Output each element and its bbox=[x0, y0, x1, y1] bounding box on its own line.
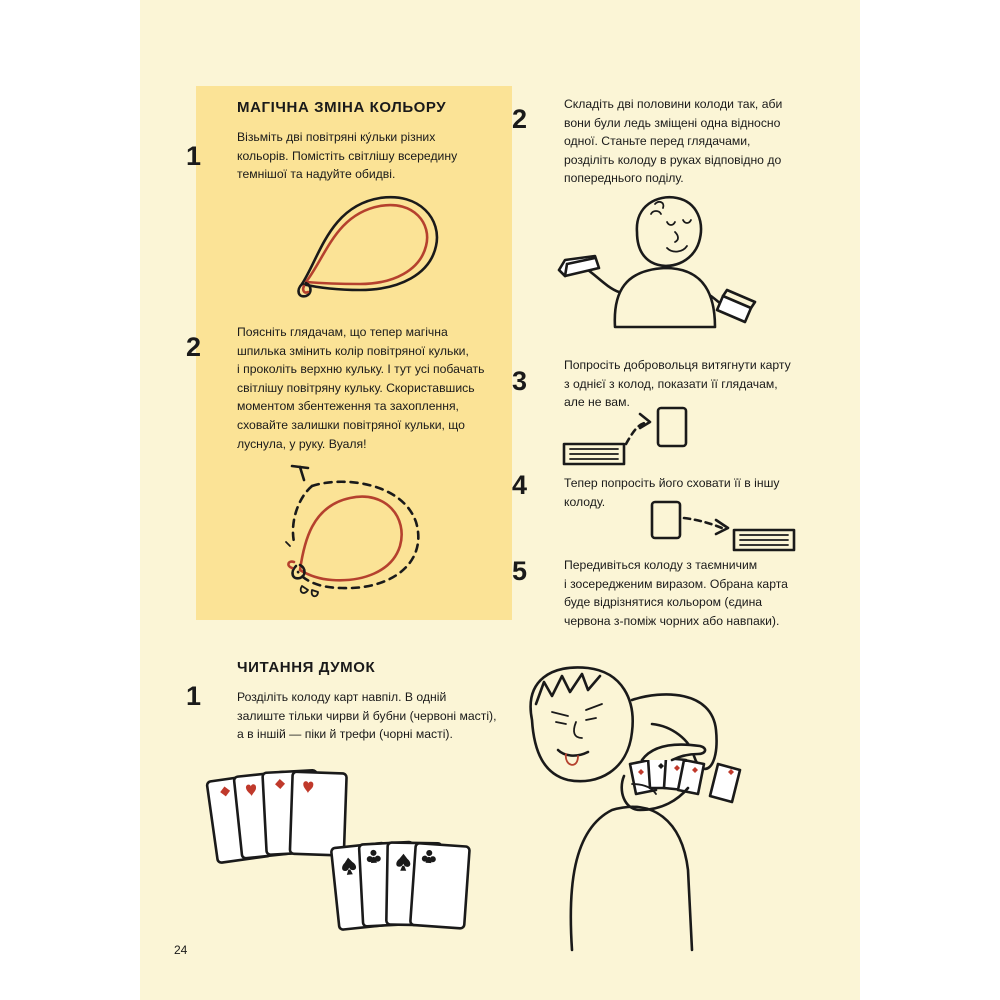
step-text: Візьміть дві повітряні ку́льки різних кольорів. Помістіть світлішу всередину темнішої та надуйте обидві. bbox=[237, 130, 458, 182]
step-number: 3 bbox=[512, 366, 528, 396]
step-text: Тепер попросіть його сховати її в іншу колоду. bbox=[564, 476, 780, 509]
section-title-color-change: МАГІЧНА ЗМІНА КОЛЬОРУ bbox=[237, 99, 447, 116]
card-from-deck-illustration bbox=[560, 402, 700, 472]
split-deck-cards-illustration bbox=[205, 765, 485, 940]
step-number: 2 bbox=[512, 104, 528, 134]
step-text: Попросіть добровольця витягнути карту з однієї з колод, показати її глядачам, але не вам. bbox=[564, 358, 791, 410]
step-text: Розділіть колоду карт навпіл. В одній залиште тільки чирви й бубни (червоні масті), а в іншій — піки й трефи (чорні масті). bbox=[237, 690, 497, 742]
step-text: Передивіться колоду з таємничим і зосередженим виразом. Обрана карта буде відрізнятися кольором (єдина червона з-поміж чорних або навпаки). bbox=[564, 558, 788, 628]
person-holding-decks-illustration bbox=[555, 192, 765, 337]
person-reading-cards-illustration bbox=[512, 660, 772, 950]
section-title-mind-reading: ЧИТАННЯ ДУМОК bbox=[237, 659, 376, 676]
step-number: 4 bbox=[512, 470, 528, 500]
popped-balloon-illustration bbox=[282, 462, 432, 612]
step-number: 2 bbox=[186, 332, 202, 362]
balloon-illustration bbox=[290, 186, 450, 306]
card-into-deck-illustration bbox=[648, 496, 798, 560]
step-number: 1 bbox=[186, 681, 202, 711]
step-text: Поясніть глядачам, що тепер магічна шпилька змінить колір повітряної кульки, і проколіть верхню кульку. І тут усі побачать світлішу повітряну кульку. Скориставшись моментом збентеження та захоплення, сховайте залишки повітряної кульки, що луснула, у руку. Вуаля! bbox=[237, 325, 485, 451]
step-number: 1 bbox=[186, 141, 202, 171]
step-text: Складіть дві половини колоди так, аби вони були ледь зміщені одна відносно одної. Станьте перед глядачами, розділіть колоду в руках відповідно до попереднього поділу. bbox=[564, 97, 783, 186]
page-number: 24 bbox=[174, 943, 188, 957]
step-number: 5 bbox=[512, 556, 528, 586]
